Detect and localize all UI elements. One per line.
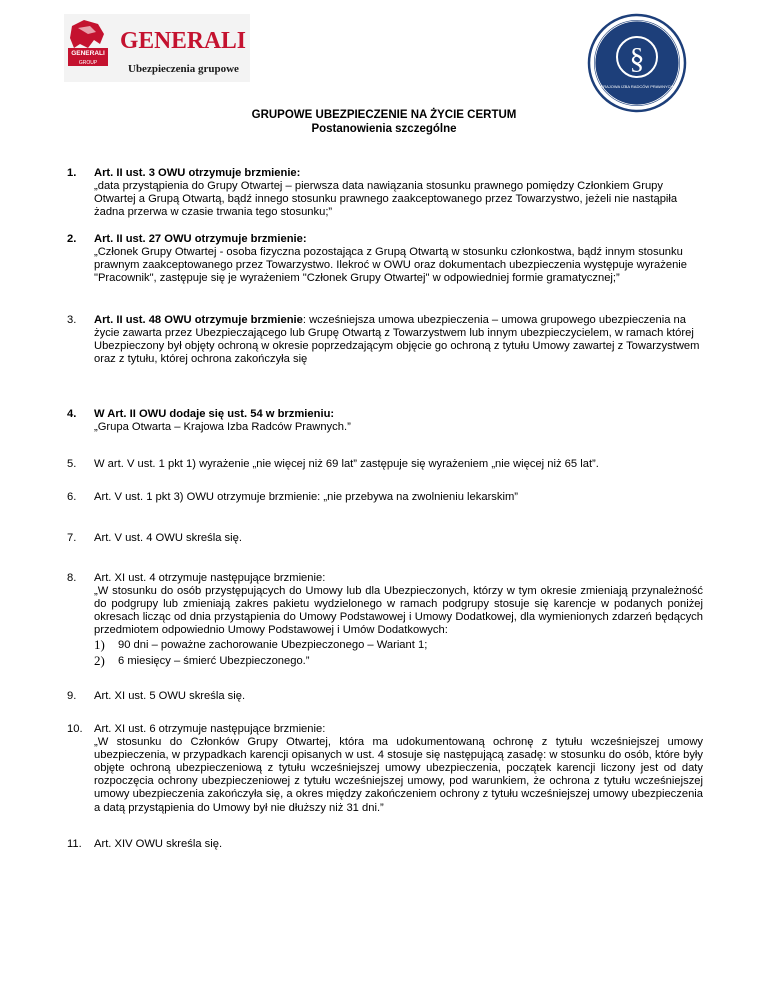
badge-top-text: GENERALI [71,50,105,57]
clause-text: „Grupa Otwarta – Krajowa Izba Radców Prawnych.” [94,421,351,434]
badge-bottom-text: GROUP [78,60,98,66]
clause-number: 6. [67,491,77,503]
list-item [94,637,703,653]
document-title: GRUPOWE UBEZPIECZENIE NA ŻYCIE CERTUM [251,109,517,121]
clause-body [94,723,703,815]
brand-tagline: Ubezpieczenia grupowe [128,63,239,75]
clause-text: Art. XI ust. 5 OWU skreśla się. [94,690,246,702]
clause-text: „data przystąpienia do Grupy Otwartej – pierwsza data nawiązania stosunku prawnego pomiędzy Członkiem Grupy Otwartej a Grupą Otwartą, bądź innego stosunku prawnego zaakceptowanego przez Towarzystwo, jeżeli nie nastąpiła żadna przerwa w czasie trwania tego stosunku;” [94,180,678,219]
clause-number: 8. [67,572,77,584]
paragraph-icon: § [629,42,645,75]
clause-number: 10. [67,723,83,735]
list-item-text: 90 dni – poważne zachorowanie Ubezpieczonego – Wariant 1; [118,639,428,652]
clause-number: 1. [67,167,77,179]
clause-number: 4. [67,408,77,420]
brand-wordmark: GENERALI [120,28,246,54]
list-item-text: 6 miesięcy – śmierć Ubezpieczonego.” [118,655,310,668]
seal-ring-text: KRAJOWA IZBA RADCÓW PRAWNYCH [600,84,674,89]
generali-logo [64,14,250,82]
clause-number: 5. [67,458,77,470]
clause-text: „Członek Grupy Otwartej - osoba fizyczna pozostająca z Grupą Otwartą w stosunku członkostwa, bądź innym stosunku prawnym zaakceptowanego przez Towarzystwo. Ilekroć w OWU oraz dokumentach ubezpieczenia występuje wyrażenie "Pracownik", zastępuje się je wyrażeniem "Członek Grupy Otwartej" w odpowiedniej formie gramatycznej;” [94,246,688,285]
clause-text: Art. V ust. 4 OWU skreśla się. [94,532,242,544]
clause-number: 7. [67,532,77,544]
clause-heading: W Art. II OWU dodaje się ust. 54 w brzmieniu: [94,408,335,420]
clause-text: Art. XIV OWU skreśla się. [94,838,223,850]
list-item-number: 1) [94,637,105,653]
clause-body [94,233,703,285]
clause-text: „W stosunku do osób przystępujących do Umowy lub dla Ubezpieczonych, którzy w tym okresie zmieniają przynależność do podgrupy lub zmieniają zakres pakietu wydzielonego w ramach podgrupy stosuje się karencje w podanych poniżej okresach licząc od dnia przystąpienia do Umowy Podstawowej i Umowy Dodatkowej, dla wymienionych zdarzeń będących przedmiotem odpowiednio Umowy Podstawowej i Umów Dodatkowych: [94,585,703,637]
clause-body [94,572,703,669]
list-item-number: 2) [94,653,105,669]
clause-body [94,167,703,219]
list-item [94,653,703,669]
clause-number: 9. [67,690,77,702]
clause-body [94,408,703,434]
title-block [0,108,768,136]
document-subtitle: Postanowienia szczególne [311,123,457,135]
clause-intro: Art. XI ust. 4 otrzymuje następujące brzmienie: [94,572,326,584]
clause-intro: Art. XI ust. 6 otrzymuje następujące brzmienie: [94,723,326,735]
clause-number: 11. [67,838,82,850]
clause-text: „W stosunku do Członków Grupy Otwartej, która ma udokumentowaną ochronę z tytułu wcześniejszej umowy ubezpieczenia, w przypadkach karencji opisanych w ust. 4 stosuje się następującą zasadę: w stosunku do osób, które były objęte ochroną ubezpieczeniową z tytułu wcześniejszej umowy ubezpieczenia, początek karencji liczony jest od daty rozpoczęcia ochrony ubezpieczeniowej z tytułu wcześniejszej umowy, pod warunkiem, że ochrona z tytułu wcześniejszej umowy ubezpieczenia zakończyła się, a okres między zakończeniem ochrony z tytułu wcześniejszej umowy ubezpieczenia a datą przystąpienia do Umowy był nie dłuższy niż 31 dni.” [94,736,703,814]
clause-heading: Art. II ust. 48 OWU otrzymuje brzmienie [94,314,303,326]
clause-heading: Art. II ust. 3 OWU otrzymuje brzmienie: [94,167,301,179]
clause-text: : wcześniejsza umowa ubezpieczenia – umowa grupowego ubezpieczenia na życie zawarta przez Ubezpieczającego lub Grupę Otwartą z Towarzystwem lub innym ubezpieczycielem, w ramach której Ubezpieczony był objęty ochroną w okresie poprzedzającym objęcie go ochroną z tytułu Umowy zawartej z Towarzystwem oraz z tytułu, której ochrona zakończyła się [94,314,700,366]
clause-heading: Art. II ust. 27 OWU otrzymuje brzmienie: [94,233,307,245]
clause-text: W art. V ust. 1 pkt 1) wyrażenie „nie więcej niż 69 lat” zastępuje się wyrażeniem „nie więcej niż 65 lat”. [94,458,599,470]
clause-text: Art. V ust. 1 pkt 3) OWU otrzymuje brzmienie: „nie przebywa na zwolnieniu lekarskim” [94,491,519,503]
clause-number: 3. [67,314,77,326]
krirp-seal [586,12,688,114]
clause-number: 2. [67,233,77,245]
clause-body [94,314,703,366]
